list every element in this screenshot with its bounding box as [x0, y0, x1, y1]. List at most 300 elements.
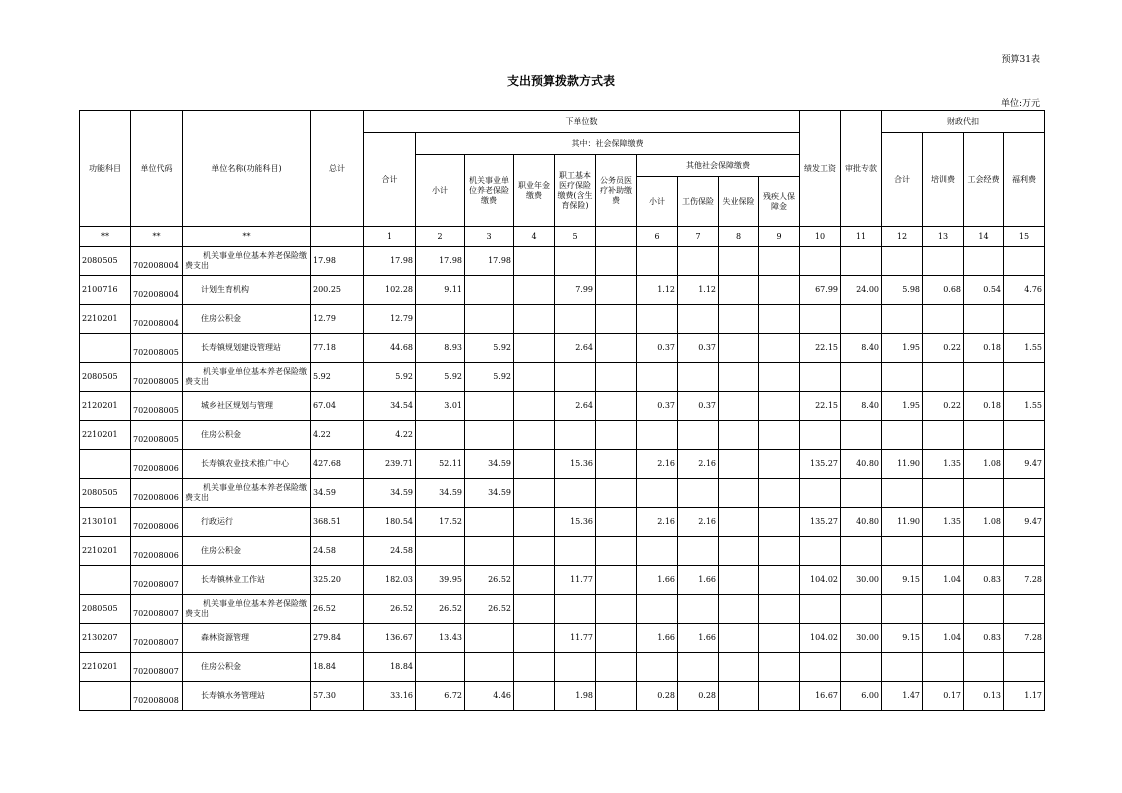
unit-name-cell: 机关事业单位基本养老保险缴费支出 — [183, 247, 311, 276]
value-cell — [678, 537, 719, 566]
header-pension: 机关事业单位养老保险缴费 — [465, 155, 514, 227]
value-cell — [1004, 653, 1045, 682]
value-cell — [555, 595, 596, 624]
value-cell: 0.28 — [637, 682, 678, 711]
total-cell: 5.92 — [311, 363, 364, 392]
value-cell: 8.93 — [416, 334, 465, 363]
header-special: 审批专款 — [841, 111, 882, 227]
value-cell — [1004, 305, 1045, 334]
header-training: 培训费 — [923, 133, 964, 227]
header-code: 单位代码 — [131, 111, 183, 227]
value-cell — [416, 421, 465, 450]
value-cell — [719, 363, 759, 392]
value-cell: 104.02 — [800, 624, 841, 653]
value-cell: 24.58 — [364, 537, 416, 566]
value-cell — [514, 421, 555, 450]
header-union: 工会经费 — [964, 133, 1004, 227]
value-cell: 1.98 — [555, 682, 596, 711]
value-cell: 136.67 — [364, 624, 416, 653]
value-cell: 0.18 — [964, 392, 1004, 421]
table-row — [80, 450, 1045, 479]
unit-code-cell: 702008008 — [131, 682, 183, 711]
value-cell: 0.37 — [637, 392, 678, 421]
value-cell: 26.52 — [416, 595, 465, 624]
value-cell — [964, 653, 1004, 682]
value-cell — [841, 363, 882, 392]
index-cell: 15 — [1004, 227, 1045, 247]
value-cell: 0.13 — [964, 682, 1004, 711]
value-cell — [759, 479, 800, 508]
value-cell — [596, 653, 637, 682]
unit-name-cell: 住房公积金 — [183, 421, 311, 450]
func-code-cell — [80, 566, 131, 595]
value-cell — [759, 305, 800, 334]
unit-code-cell: 702008004 — [131, 305, 183, 334]
header-annuity: 职业年金缴费 — [514, 155, 555, 227]
form-number: 预算31表 — [1001, 55, 1040, 65]
value-cell: 34.59 — [416, 479, 465, 508]
table-row — [80, 276, 1045, 305]
value-cell: 180.54 — [364, 508, 416, 537]
value-cell — [1004, 247, 1045, 276]
value-cell — [841, 653, 882, 682]
value-cell: 1.66 — [678, 566, 719, 595]
value-cell — [678, 595, 719, 624]
value-cell — [465, 624, 514, 653]
value-cell — [514, 508, 555, 537]
value-cell — [719, 334, 759, 363]
value-cell — [923, 595, 964, 624]
value-cell — [964, 537, 1004, 566]
total-cell: 12.79 — [311, 305, 364, 334]
header-performance: 绩发工资 — [800, 111, 841, 227]
value-cell — [759, 595, 800, 624]
value-cell: 9.15 — [882, 624, 923, 653]
total-cell: 26.52 — [311, 595, 364, 624]
header-total: 总计 — [311, 111, 364, 227]
value-cell — [759, 450, 800, 479]
value-cell — [964, 363, 1004, 392]
table-row — [80, 682, 1045, 711]
value-cell — [465, 276, 514, 305]
value-cell — [514, 479, 555, 508]
value-cell — [637, 247, 678, 276]
value-cell — [719, 508, 759, 537]
value-cell: 26.52 — [465, 595, 514, 624]
value-cell — [719, 247, 759, 276]
value-cell — [759, 363, 800, 392]
value-cell — [759, 653, 800, 682]
value-cell: 7.28 — [1004, 624, 1045, 653]
header-disability: 残疾人保障金 — [759, 177, 800, 227]
header-sub-units: 下单位数 — [364, 111, 800, 133]
value-cell — [678, 479, 719, 508]
func-code-cell — [80, 682, 131, 711]
index-cell: 7 — [678, 227, 719, 247]
value-cell — [637, 363, 678, 392]
value-cell: 4.22 — [364, 421, 416, 450]
value-cell: 5.92 — [364, 363, 416, 392]
unit-name-cell: 住房公积金 — [183, 653, 311, 682]
value-cell: 11.90 — [882, 508, 923, 537]
value-cell — [759, 537, 800, 566]
header-other-social: 其他社会保障缴费 — [637, 155, 800, 177]
value-cell — [759, 247, 800, 276]
value-cell: 67.99 — [800, 276, 841, 305]
value-cell: 0.37 — [637, 334, 678, 363]
func-code-cell — [80, 450, 131, 479]
unit-name-cell: 城乡社区规划与管理 — [183, 392, 311, 421]
index-cell: 1 — [364, 227, 416, 247]
value-cell: 2.16 — [637, 450, 678, 479]
unit-code-cell: 702008005 — [131, 421, 183, 450]
value-cell — [678, 363, 719, 392]
value-cell — [719, 624, 759, 653]
value-cell — [800, 595, 841, 624]
value-cell — [596, 363, 637, 392]
value-cell — [719, 479, 759, 508]
value-cell — [678, 305, 719, 334]
value-cell: 239.71 — [364, 450, 416, 479]
value-cell — [923, 479, 964, 508]
value-cell: 1.08 — [964, 508, 1004, 537]
header-fiscal: 财政代扣 — [882, 111, 1045, 133]
value-cell: 22.15 — [800, 392, 841, 421]
value-cell — [882, 247, 923, 276]
value-cell: 34.59 — [465, 450, 514, 479]
value-cell — [637, 537, 678, 566]
header-unemployment: 失业保险 — [719, 177, 759, 227]
value-cell — [637, 305, 678, 334]
value-cell — [416, 653, 465, 682]
total-cell: 77.18 — [311, 334, 364, 363]
value-cell: 11.77 — [555, 566, 596, 595]
unit-code-cell: 702008007 — [131, 566, 183, 595]
value-cell — [719, 595, 759, 624]
value-cell: 1.12 — [637, 276, 678, 305]
value-cell — [514, 682, 555, 711]
value-cell — [800, 479, 841, 508]
value-cell: 8.40 — [841, 334, 882, 363]
func-code-cell: 2130101 — [80, 508, 131, 537]
table-row — [80, 595, 1045, 624]
value-cell: 4.46 — [465, 682, 514, 711]
budget-table — [79, 110, 1045, 711]
func-code-cell: 2120201 — [80, 392, 131, 421]
total-cell: 279.84 — [311, 624, 364, 653]
value-cell: 0.22 — [923, 392, 964, 421]
table-header — [80, 111, 1045, 227]
value-cell: 44.68 — [364, 334, 416, 363]
value-cell: 1.66 — [678, 624, 719, 653]
value-cell: 5.98 — [882, 276, 923, 305]
table-row — [80, 653, 1045, 682]
index-cell: 2 — [416, 227, 465, 247]
index-cell: 12 — [882, 227, 923, 247]
value-cell — [637, 653, 678, 682]
unit-name-cell: 长寿镇农业技术推广中心 — [183, 450, 311, 479]
value-cell — [1004, 421, 1045, 450]
value-cell — [514, 276, 555, 305]
value-cell — [678, 421, 719, 450]
value-cell: 6.72 — [416, 682, 465, 711]
unit-name-cell: 长寿镇林业工作站 — [183, 566, 311, 595]
header-subtotal: 合计 — [364, 133, 416, 227]
unit-code-cell: 702008004 — [131, 247, 183, 276]
value-cell — [514, 305, 555, 334]
total-cell: 17.98 — [311, 247, 364, 276]
total-cell: 24.58 — [311, 537, 364, 566]
value-cell — [555, 479, 596, 508]
total-cell: 57.30 — [311, 682, 364, 711]
value-cell: 135.27 — [800, 508, 841, 537]
value-cell: 11.90 — [882, 450, 923, 479]
value-cell: 135.27 — [800, 450, 841, 479]
value-cell: 30.00 — [841, 566, 882, 595]
value-cell: 2.16 — [678, 450, 719, 479]
value-cell: 52.11 — [416, 450, 465, 479]
table-row — [80, 421, 1045, 450]
index-cell: 6 — [637, 227, 678, 247]
value-cell: 0.83 — [964, 624, 1004, 653]
index-cell: 11 — [841, 227, 882, 247]
value-cell: 5.92 — [465, 334, 514, 363]
value-cell — [719, 421, 759, 450]
unit-name-cell: 长寿镇规划建设管理站 — [183, 334, 311, 363]
value-cell: 15.36 — [555, 508, 596, 537]
value-cell: 8.40 — [841, 392, 882, 421]
value-cell: 3.01 — [416, 392, 465, 421]
value-cell — [1004, 595, 1045, 624]
total-cell: 34.59 — [311, 479, 364, 508]
value-cell: 1.35 — [923, 450, 964, 479]
value-cell — [923, 305, 964, 334]
value-cell — [596, 276, 637, 305]
value-cell — [596, 566, 637, 595]
value-cell — [555, 421, 596, 450]
value-cell: 17.52 — [416, 508, 465, 537]
value-cell: 40.80 — [841, 450, 882, 479]
value-cell — [719, 653, 759, 682]
unit-code-cell: 702008005 — [131, 392, 183, 421]
value-cell — [555, 363, 596, 392]
value-cell — [596, 624, 637, 653]
value-cell — [555, 537, 596, 566]
header-social: 其中：社会保障缴费 — [416, 133, 800, 155]
value-cell: 17.98 — [416, 247, 465, 276]
unit-name-cell: 机关事业单位基本养老保险缴费支出 — [183, 595, 311, 624]
unit-name-cell: 森林资源管理 — [183, 624, 311, 653]
index-cell: ** — [183, 227, 311, 247]
index-cell: 3 — [465, 227, 514, 247]
value-cell: 0.18 — [964, 334, 1004, 363]
table-row — [80, 334, 1045, 363]
value-cell — [882, 305, 923, 334]
index-row — [80, 227, 1045, 247]
value-cell — [514, 363, 555, 392]
value-cell: 13.43 — [416, 624, 465, 653]
value-cell: 16.67 — [800, 682, 841, 711]
value-cell — [514, 566, 555, 595]
func-code-cell: 2080505 — [80, 479, 131, 508]
value-cell — [719, 566, 759, 595]
header-medical: 职工基本医疗保险缴费(含生育保险) — [555, 155, 596, 227]
total-cell: 67.04 — [311, 392, 364, 421]
value-cell: 34.59 — [364, 479, 416, 508]
value-cell — [416, 305, 465, 334]
unit-code-cell: 702008007 — [131, 653, 183, 682]
value-cell: 1.12 — [678, 276, 719, 305]
value-cell — [759, 566, 800, 595]
value-cell — [465, 653, 514, 682]
value-cell — [596, 595, 637, 624]
value-cell — [964, 595, 1004, 624]
unit-code-cell: 702008006 — [131, 537, 183, 566]
header-func: 功能科目 — [80, 111, 131, 227]
value-cell — [514, 334, 555, 363]
header-other-small-total: 小计 — [637, 177, 678, 227]
value-cell — [555, 653, 596, 682]
page-title: 支出预算拨款方式表 — [506, 74, 615, 88]
value-cell: 0.68 — [923, 276, 964, 305]
value-cell — [841, 537, 882, 566]
value-cell: 104.02 — [800, 566, 841, 595]
value-cell: 30.00 — [841, 624, 882, 653]
value-cell — [678, 247, 719, 276]
header-injury: 工伤保险 — [678, 177, 719, 227]
value-cell — [759, 682, 800, 711]
total-cell: 200.25 — [311, 276, 364, 305]
value-cell: 1.04 — [923, 566, 964, 595]
unit-code-cell: 702008007 — [131, 595, 183, 624]
index-cell: 5 — [555, 227, 596, 247]
index-cell: 9 — [759, 227, 800, 247]
table-row — [80, 305, 1045, 334]
value-cell: 1.47 — [882, 682, 923, 711]
total-cell: 18.84 — [311, 653, 364, 682]
value-cell — [719, 392, 759, 421]
value-cell — [678, 653, 719, 682]
value-cell — [759, 508, 800, 537]
value-cell: 33.16 — [364, 682, 416, 711]
value-cell — [923, 421, 964, 450]
value-cell — [800, 421, 841, 450]
value-cell: 1.55 — [1004, 334, 1045, 363]
value-cell: 34.54 — [364, 392, 416, 421]
value-cell: 1.66 — [637, 624, 678, 653]
value-cell: 22.15 — [800, 334, 841, 363]
value-cell — [841, 247, 882, 276]
value-cell — [882, 421, 923, 450]
value-cell — [964, 247, 1004, 276]
value-cell — [841, 479, 882, 508]
index-cell — [596, 227, 637, 247]
value-cell: 26.52 — [364, 595, 416, 624]
value-cell — [637, 479, 678, 508]
value-cell — [841, 421, 882, 450]
index-cell — [311, 227, 364, 247]
unit-name-cell: 机关事业单位基本养老保险缴费支出 — [183, 363, 311, 392]
value-cell: 15.36 — [555, 450, 596, 479]
func-code-cell: 2130207 — [80, 624, 131, 653]
unit-code-cell: 702008007 — [131, 624, 183, 653]
unit-name-cell: 机关事业单位基本养老保险缴费支出 — [183, 479, 311, 508]
value-cell — [800, 247, 841, 276]
value-cell — [1004, 363, 1045, 392]
value-cell — [596, 247, 637, 276]
table-body — [80, 227, 1045, 711]
total-cell: 427.68 — [311, 450, 364, 479]
table-row — [80, 537, 1045, 566]
value-cell — [719, 276, 759, 305]
value-cell: 0.37 — [678, 392, 719, 421]
value-cell — [596, 479, 637, 508]
index-cell: 4 — [514, 227, 555, 247]
value-cell — [514, 537, 555, 566]
value-cell — [759, 276, 800, 305]
table-row — [80, 479, 1045, 508]
table-row — [80, 624, 1045, 653]
value-cell — [596, 537, 637, 566]
index-cell: ** — [131, 227, 183, 247]
func-code-cell: 2210201 — [80, 305, 131, 334]
value-cell — [1004, 537, 1045, 566]
value-cell: 2.64 — [555, 334, 596, 363]
value-cell — [964, 479, 1004, 508]
value-cell: 12.79 — [364, 305, 416, 334]
func-code-cell: 2210201 — [80, 421, 131, 450]
value-cell — [800, 305, 841, 334]
unit-code-cell: 702008006 — [131, 479, 183, 508]
value-cell — [719, 305, 759, 334]
table-row — [80, 247, 1045, 276]
value-cell — [882, 479, 923, 508]
value-cell: 1.08 — [964, 450, 1004, 479]
unit-name-cell: 计划生育机构 — [183, 276, 311, 305]
value-cell — [465, 392, 514, 421]
value-cell: 40.80 — [841, 508, 882, 537]
unit-code-cell: 702008005 — [131, 363, 183, 392]
value-cell — [882, 363, 923, 392]
value-cell — [514, 392, 555, 421]
header-fiscal-total: 合计 — [882, 133, 923, 227]
func-code-cell: 2210201 — [80, 537, 131, 566]
table-row — [80, 363, 1045, 392]
value-cell — [759, 334, 800, 363]
value-cell: 4.76 — [1004, 276, 1045, 305]
value-cell — [596, 508, 637, 537]
value-cell: 0.37 — [678, 334, 719, 363]
value-cell: 0.83 — [964, 566, 1004, 595]
value-cell — [465, 305, 514, 334]
value-cell — [923, 363, 964, 392]
value-cell: 9.15 — [882, 566, 923, 595]
value-cell — [514, 247, 555, 276]
value-cell: 5.92 — [465, 363, 514, 392]
value-cell: 0.22 — [923, 334, 964, 363]
value-cell — [882, 595, 923, 624]
value-cell: 2.64 — [555, 392, 596, 421]
value-cell: 182.03 — [364, 566, 416, 595]
unit-name-cell: 长寿镇水务管理站 — [183, 682, 311, 711]
header-welfare: 福利费 — [1004, 133, 1045, 227]
value-cell — [841, 305, 882, 334]
value-cell — [555, 247, 596, 276]
value-cell: 102.28 — [364, 276, 416, 305]
value-cell — [596, 682, 637, 711]
value-cell: 0.28 — [678, 682, 719, 711]
value-cell: 24.00 — [841, 276, 882, 305]
